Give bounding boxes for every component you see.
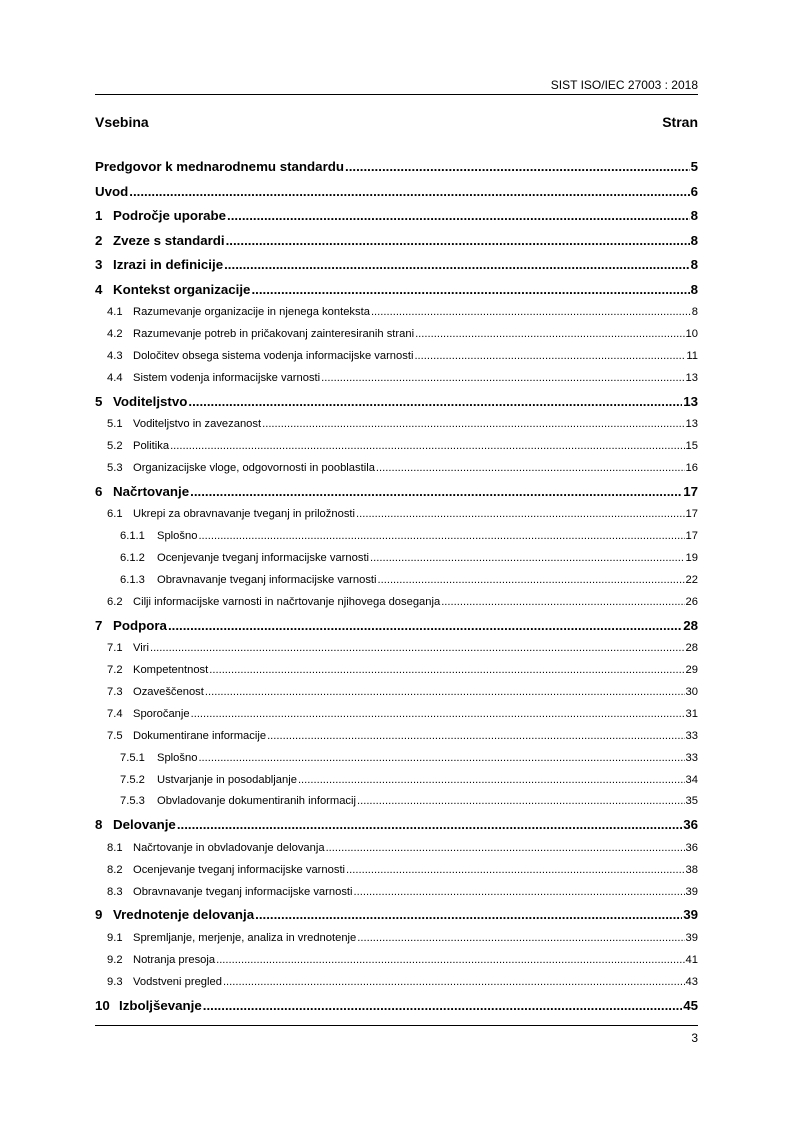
toc-leader-dots — [415, 324, 684, 346]
toc-entry-number: 4.1 — [107, 306, 123, 318]
toc-entry-title: Voditeljstvo in zavezanost — [133, 418, 262, 431]
toc-entry[interactable] — [95, 548, 698, 570]
header-rule — [95, 94, 698, 95]
toc-entry-page: 16 — [685, 461, 698, 474]
toc-leader-dots — [190, 480, 682, 505]
toc-heading-row — [95, 114, 698, 130]
toc-entry-page: 33 — [685, 729, 698, 742]
toc-entry[interactable] — [95, 390, 698, 415]
toc-leader-dots — [326, 838, 685, 860]
toc-entry[interactable] — [95, 504, 698, 526]
toc-entry[interactable] — [95, 436, 698, 458]
toc-leader-dots — [370, 548, 685, 570]
toc-entry-number: 7.5.2 — [120, 773, 145, 786]
toc-entry-page: 36 — [683, 817, 698, 833]
toc-entry-title: Splošno — [157, 751, 198, 764]
toc-leader-dots — [177, 813, 682, 838]
toc-entry-title: Kompetentnost — [133, 664, 209, 677]
toc-entry[interactable] — [95, 726, 698, 748]
toc-entry[interactable] — [95, 748, 698, 770]
toc-entry-page: 36 — [685, 841, 698, 854]
toc-entry-title: Razumevanje organizacije in njenega konteksta — [133, 306, 370, 318]
toc-entry-page: 19 — [685, 552, 698, 565]
toc-entry-number: 6 — [95, 483, 103, 499]
toc-leader-dots — [298, 770, 685, 792]
toc-entry[interactable] — [95, 229, 698, 254]
table-of-contents — [95, 155, 698, 1018]
toc-entry[interactable] — [95, 614, 698, 639]
toc-entry-number: 6.1.1 — [120, 530, 145, 543]
toc-entry-page: 26 — [685, 595, 698, 608]
toc-entry-page: 8 — [690, 257, 698, 272]
toc-entry-title: Podpora — [113, 617, 167, 633]
toc-entry-title: Vrednotenje delovanja — [113, 907, 255, 923]
toc-entry[interactable] — [95, 480, 698, 505]
toc-entry-number: 3 — [95, 257, 103, 272]
toc-entry-page: 8 — [691, 306, 698, 318]
toc-entry-number: 8 — [95, 817, 103, 833]
toc-entry-page: 34 — [685, 773, 698, 786]
toc-entry-title: Uvod — [95, 183, 129, 199]
document-header: SIST ISO/IEC 27003 : 2018 — [550, 78, 698, 92]
toc-leader-dots — [191, 704, 685, 726]
toc-entry-page: 39 — [683, 907, 698, 923]
toc-entry[interactable] — [95, 928, 698, 950]
toc-leader-dots — [203, 994, 682, 1019]
toc-entry-title: Spremljanje, merjenje, analiza in vrednotenje — [133, 931, 357, 944]
page-column-heading: Stran — [662, 114, 698, 130]
toc-entry[interactable] — [95, 903, 698, 928]
toc-leader-dots — [414, 346, 685, 368]
toc-entry-title: Politika — [133, 439, 170, 452]
toc-entry-title: Ocenjevanje tveganj informacijske varnosti — [133, 863, 346, 876]
toc-entry-number: 6.1.2 — [120, 552, 145, 565]
toc-entry-number: 2 — [95, 232, 103, 248]
toc-entry-number: 7.1 — [107, 642, 123, 655]
toc-entry-page: 41 — [685, 953, 698, 966]
toc-entry[interactable] — [95, 324, 698, 346]
toc-leader-dots — [224, 253, 689, 278]
toc-entry-page: 17 — [685, 508, 698, 521]
toc-entry-title: Področje uporabe — [113, 208, 227, 223]
toc-entry-title: Splošno — [157, 530, 198, 543]
toc-entry-page: 30 — [685, 685, 698, 698]
toc-leader-dots — [198, 748, 684, 770]
toc-entry-number: 5.3 — [107, 461, 123, 474]
toc-entry-page: 13 — [683, 393, 698, 409]
toc-leader-dots — [376, 458, 685, 480]
toc-entry-page: 28 — [685, 642, 698, 655]
toc-entry[interactable] — [95, 526, 698, 548]
toc-entry-page: 35 — [685, 795, 698, 808]
toc-entry[interactable] — [95, 278, 698, 303]
toc-entry[interactable] — [95, 302, 698, 324]
toc-entry[interactable] — [95, 592, 698, 614]
toc-entry-title: Ozaveščenost — [133, 685, 204, 698]
toc-entry-title: Ukrepi za obravnavanje tveganj in priložnosti — [133, 508, 356, 521]
toc-entry-page: 39 — [685, 885, 698, 898]
toc-entry[interactable] — [95, 180, 698, 205]
toc-leader-dots — [357, 791, 685, 813]
toc-entry-number: 4.3 — [107, 349, 123, 362]
toc-entry-number: 10 — [95, 997, 110, 1013]
toc-entry-title: Razumevanje potreb in pričakovanj zainteresiranih strani — [133, 327, 415, 340]
toc-entry[interactable] — [95, 660, 698, 682]
toc-entry-page: 15 — [685, 439, 698, 452]
page-number: 3 — [691, 1031, 698, 1045]
toc-entry-number: 8.2 — [107, 863, 123, 876]
toc-entry-number: 1 — [95, 208, 103, 223]
toc-entry[interactable] — [95, 155, 698, 180]
toc-entry-page: 8 — [690, 281, 698, 297]
toc-leader-dots — [226, 229, 690, 254]
toc-entry-title: Načrtovanje — [113, 483, 190, 499]
toc-entry-title: Obvladovanje dokumentiranih informacij — [157, 795, 356, 808]
toc-entry-page: 8 — [690, 232, 698, 248]
toc-leader-dots — [346, 860, 685, 882]
toc-entry-title: Dokumentirane informacije — [133, 729, 267, 742]
toc-entry-title: Voditeljstvo — [113, 393, 188, 409]
toc-leader-dots — [321, 368, 684, 390]
toc-entry[interactable] — [95, 704, 698, 726]
toc-leader-dots — [354, 882, 685, 904]
toc-entry-title: Ustvarjanje in posodabljanje — [157, 773, 297, 786]
toc-leader-dots — [378, 570, 685, 592]
toc-entry[interactable] — [95, 994, 698, 1019]
toc-entry[interactable] — [95, 838, 698, 860]
toc-entry-title: Sporočanje — [133, 707, 190, 720]
toc-entry[interactable] — [95, 253, 698, 278]
toc-entry-title: Vodstveni pregled — [133, 975, 222, 988]
toc-entry-page: 28 — [683, 617, 698, 633]
toc-entry-number: 7.4 — [107, 707, 123, 720]
toc-entry-number: 7.5 — [107, 729, 123, 742]
toc-entry-page: 5 — [690, 159, 698, 174]
toc-entry-number: 5.2 — [107, 439, 123, 452]
footer-rule — [95, 1025, 698, 1026]
toc-leader-dots — [356, 504, 685, 526]
toc-entry[interactable] — [95, 770, 698, 792]
toc-heading: Vsebina — [95, 114, 149, 130]
toc-entry[interactable] — [95, 972, 698, 994]
toc-entry[interactable] — [95, 204, 698, 229]
toc-entry-title: Viri — [133, 642, 149, 655]
toc-entry-title: Organizacijske vloge, odgovornosti in pooblastila — [133, 461, 375, 474]
toc-entry-page: 11 — [686, 349, 698, 362]
toc-leader-dots — [198, 526, 684, 548]
toc-entry-title: Kontekst organizacije — [113, 281, 251, 297]
toc-entry[interactable] — [95, 813, 698, 838]
toc-entry[interactable] — [95, 682, 698, 704]
toc-entry-page: 38 — [685, 863, 698, 876]
toc-entry[interactable] — [95, 860, 698, 882]
toc-entry-title: Ocenjevanje tveganj informacijske varnosti — [157, 552, 370, 565]
toc-leader-dots — [150, 638, 685, 660]
toc-entry-page: 45 — [683, 997, 698, 1013]
toc-leader-dots — [371, 302, 691, 324]
toc-entry-page: 33 — [685, 751, 698, 764]
toc-entry-number: 6.1.3 — [120, 573, 145, 586]
toc-entry-page: 43 — [685, 975, 698, 988]
toc-entry[interactable] — [95, 882, 698, 904]
toc-leader-dots — [188, 390, 682, 415]
toc-entry[interactable] — [95, 368, 698, 390]
toc-entry-number: 7 — [95, 617, 103, 633]
toc-entry-page: 29 — [685, 664, 698, 677]
toc-leader-dots — [345, 155, 690, 180]
toc-entry-number: 4.4 — [107, 371, 123, 384]
toc-leader-dots — [267, 726, 684, 748]
toc-leader-dots — [209, 660, 684, 682]
toc-entry-page: 22 — [685, 573, 698, 586]
toc-entry[interactable] — [95, 638, 698, 660]
toc-entry-title: Notranja presoja — [133, 953, 216, 966]
toc-entry-number: 7.5.1 — [120, 751, 145, 764]
toc-leader-dots — [216, 950, 684, 972]
toc-entry-number: 4 — [95, 281, 103, 297]
toc-entry-page: 6 — [690, 183, 698, 199]
toc-entry-title: Določitev obsega sistema vodenja informacijske varnosti — [133, 349, 414, 362]
toc-entry-number: 7.3 — [107, 685, 123, 698]
toc-entry-title: Zveze s standardi — [113, 232, 225, 248]
toc-leader-dots — [205, 682, 685, 704]
toc-entry-number: 8.1 — [107, 841, 123, 854]
toc-leader-dots — [262, 414, 684, 436]
toc-entry-page: 13 — [685, 371, 698, 384]
toc-entry-page: 13 — [685, 418, 698, 431]
toc-entry-number: 9.2 — [107, 953, 123, 966]
toc-entry-title: Cilji informacijske varnosti in načrtovanje njihovega doseganja — [133, 595, 441, 608]
toc-entry-title: Obravnavanje tveganj informacijske varnosti — [133, 885, 353, 898]
toc-entry-title: Delovanje — [113, 817, 176, 833]
toc-entry-number: 4.2 — [107, 327, 123, 340]
toc-entry-title: Predgovor k mednarodnemu standardu — [95, 159, 344, 174]
toc-entry-number: 9.1 — [107, 931, 123, 944]
toc-entry[interactable] — [95, 570, 698, 592]
toc-entry-number: 6.2 — [107, 595, 123, 608]
toc-leader-dots — [441, 592, 684, 614]
toc-entry-number: 5 — [95, 393, 103, 409]
toc-entry-number: 6.1 — [107, 508, 123, 521]
toc-leader-dots — [223, 972, 685, 994]
toc-leader-dots — [129, 180, 689, 205]
toc-leader-dots — [170, 436, 684, 458]
toc-entry[interactable] — [95, 791, 698, 813]
toc-entry[interactable] — [95, 458, 698, 480]
toc-leader-dots — [168, 614, 682, 639]
toc-leader-dots — [255, 903, 682, 928]
toc-leader-dots — [357, 928, 684, 950]
toc-entry[interactable] — [95, 950, 698, 972]
toc-entry-number: 8.3 — [107, 885, 123, 898]
toc-entry-page: 31 — [685, 707, 698, 720]
toc-entry[interactable] — [95, 346, 698, 368]
toc-leader-dots — [227, 204, 690, 229]
toc-entry-number: 9.3 — [107, 975, 123, 988]
toc-entry[interactable] — [95, 414, 698, 436]
toc-entry-title: Sistem vodenja informacijske varnosti — [133, 371, 321, 384]
toc-entry-title: Obravnavanje tveganj informacijske varnosti — [157, 573, 377, 586]
toc-entry-page: 10 — [685, 327, 698, 340]
toc-entry-title: Načrtovanje in obvladovanje delovanja — [133, 841, 325, 854]
toc-entry-title: Izboljševanje — [119, 997, 202, 1013]
toc-entry-page: 39 — [685, 931, 698, 944]
toc-leader-dots — [251, 278, 689, 303]
toc-entry-page: 17 — [683, 483, 698, 499]
toc-entry-page: 17 — [685, 530, 698, 543]
toc-entry-number: 7.2 — [107, 664, 123, 677]
toc-entry-number: 9 — [95, 907, 103, 923]
toc-entry-number: 7.5.3 — [120, 795, 145, 808]
toc-entry-page: 8 — [690, 208, 698, 223]
toc-entry-number: 5.1 — [107, 418, 123, 431]
toc-entry-title: Izrazi in definicije — [113, 257, 224, 272]
